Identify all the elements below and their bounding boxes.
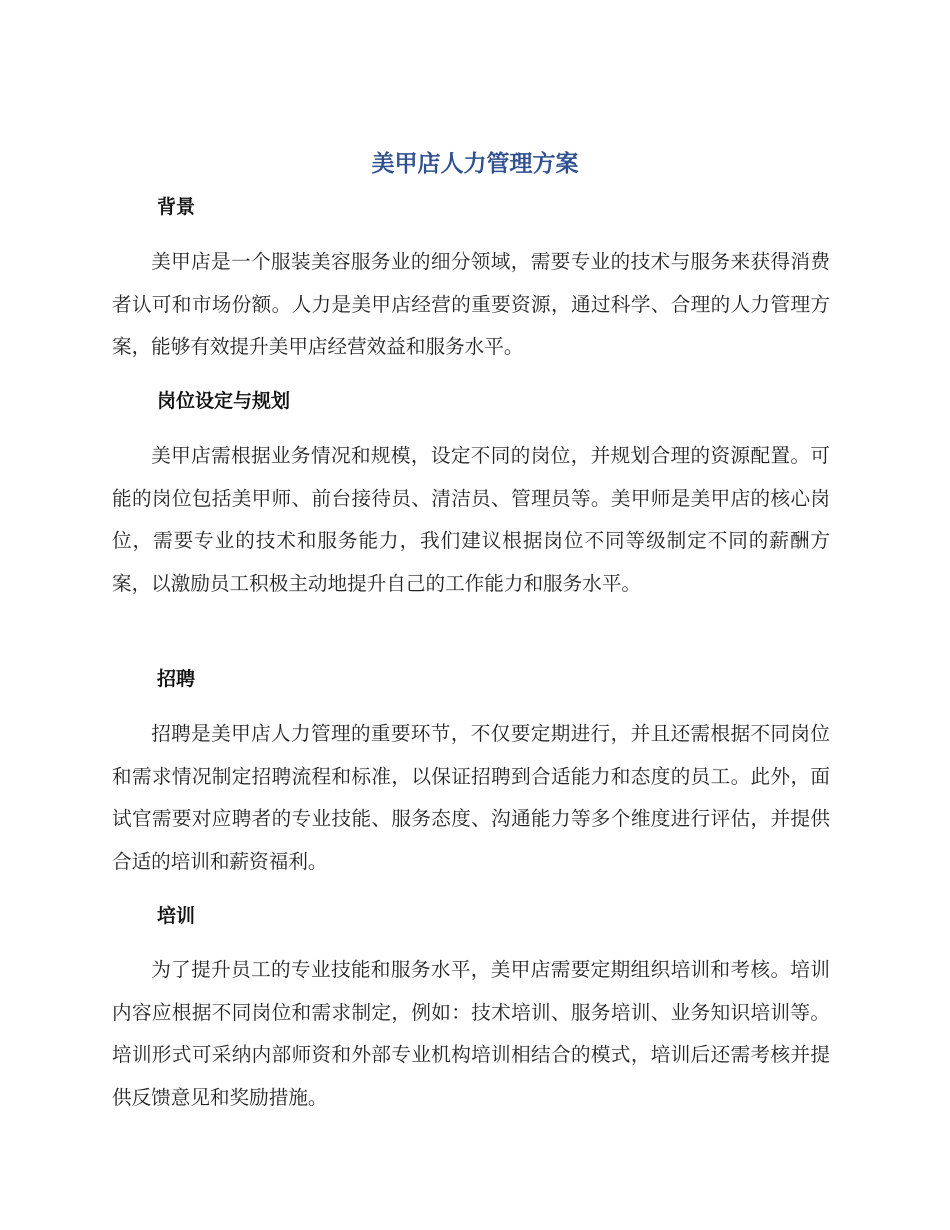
section-body-positions: 美甲店需根据业务情况和规模，设定不同的岗位，并规划合理的资源配置。可能的岗位包括美甲师、前台接待员、清洁员、管理员等。美甲师是美甲店的核心岗位，需要专业的技术和服务能力，我们建议根据岗位不同等级制定不同的薪酬方案，以激励员工积极主动地提升自己的工作能力和服务水平。 xyxy=(112,444,830,595)
document-title: 美甲店人力管理方案 xyxy=(371,151,579,177)
section-heading-recruitment: 招聘 xyxy=(157,668,196,690)
section-body-recruitment: 招聘是美甲店人力管理的重要环节，不仅要定期进行，并且还需根据不同岗位和需求情况制定招聘流程和标准，以保证招聘到合适能力和态度的员工。此外，面试官需要对应聘者的专业技能、服务态度、沟通能力等多个维度进行评估，并提供合适的培训和薪资福利。 xyxy=(112,722,830,873)
section-heading-training: 培训 xyxy=(157,905,196,927)
section-heading-background: 背景 xyxy=(157,196,196,218)
section-body-training: 为了提升员工的专业技能和服务水平，美甲店需要定期组织培训和考核。培训内容应根据不同岗位和需求制定，例如：技术培训、服务培训、业务知识培训等。培训形式可采纳内部师资和外部专业机构培训相结合的模式，培训后还需考核并提供反馈意见和奖励措施。 xyxy=(112,958,830,1109)
section-heading-positions: 岗位设定与规划 xyxy=(157,390,291,412)
section-body-background: 美甲店是一个服装美容服务业的细分领域，需要专业的技术与服务来获得消费者认可和市场份额。人力是美甲店经营的重要资源，通过科学、合理的人力管理方案，能够有效提升美甲店经营效益和服务水平。 xyxy=(112,250,830,358)
